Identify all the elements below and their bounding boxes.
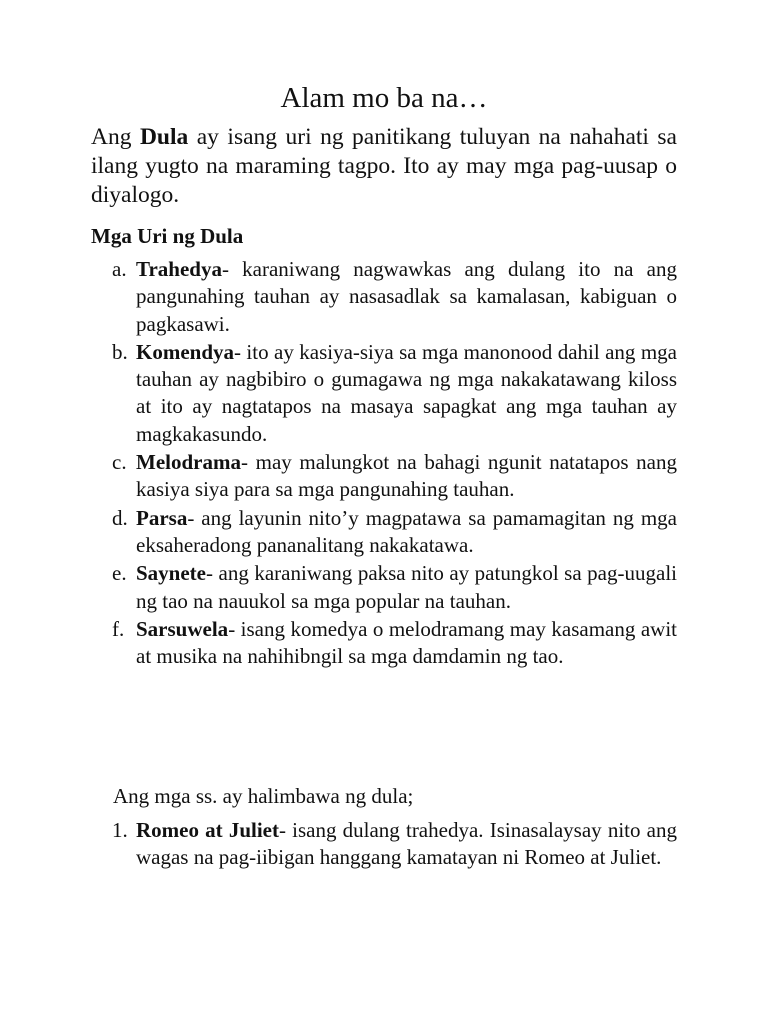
list-item [112,817,677,872]
intro-paragraph [91,123,677,210]
types-heading: Mga Uri ng Dula [91,224,244,248]
list-marker: c. [112,450,127,475]
list-item [112,560,677,615]
list-marker: f. [112,616,125,641]
list-marker: 1. [112,818,128,842]
list-term: Trahedya [136,257,222,281]
list-item [112,505,677,560]
list-marker: d. [112,505,128,530]
intro-after: ay isang uri ng panitikang tuluyan na nahahati sa ilang yugto na maraming tagpo. Ito ay may mga pag-uusap o diyalogo. [91,124,677,208]
list-text: - ang layunin nito’y magpatawa sa pamamagitan ng mga eksaheradong pananalitang nakakatawa. [136,505,677,557]
list-text: - ang karaniwang paksa nito ay patungkol sa pag-uugali ng tao na nauukol sa mga popular na tauhan. [136,561,677,613]
list-term: Parsa [136,505,188,530]
list-term: Romeo at Juliet [136,818,279,842]
list-term: Komendya [136,339,235,364]
page-title: Alam mo ba na… [280,82,488,114]
list-item [112,616,677,671]
list-item [112,449,677,504]
list-text: - isang dulang trahedya. Isinasalaysay nito ang wagas na pag-iibigan hanggang kamatayan ni Romeo at Juliet. [136,818,677,870]
list-term: Sarsuwela [136,616,229,641]
intro-term: Dula [139,124,189,150]
examples-intro: Ang mga ss. ay halimbawa ng dula; [113,784,414,808]
list-marker: e. [112,561,127,586]
list-text: - may malungkot na bahagi ngunit natatapos nang kasiya siya para sa mga pangunahing tauhan. [136,450,677,502]
list-marker: b. [112,339,128,364]
list-term: Melodrama [136,450,241,475]
list-item [112,256,677,338]
list-item [112,339,677,448]
list-text: - ito ay kasiya-siya sa mga manonood dahil ang mga tauhan ay nagbibiro o gumagawa ng mga nakakatawang kiloss at ito ay nagtatapos na masaya sapagkat ang mga tauhan ay magkakasundo. [136,339,677,446]
list-text: - isang komedya o melodramang may kasamang awit at musika na nahihibngil sa mga damdamin ng tao. [136,616,677,669]
types-list [112,256,677,671]
list-marker: a. [112,257,127,281]
examples-list [112,817,677,873]
list-text: - karaniwang nagwawkas ang dulang ito na ang pangunahing tauhan ay nasasadlak sa kamalasan, kabiguan o pagkasawi. [136,257,677,336]
intro-before: Ang [91,124,140,150]
list-term: Saynete [136,561,206,586]
